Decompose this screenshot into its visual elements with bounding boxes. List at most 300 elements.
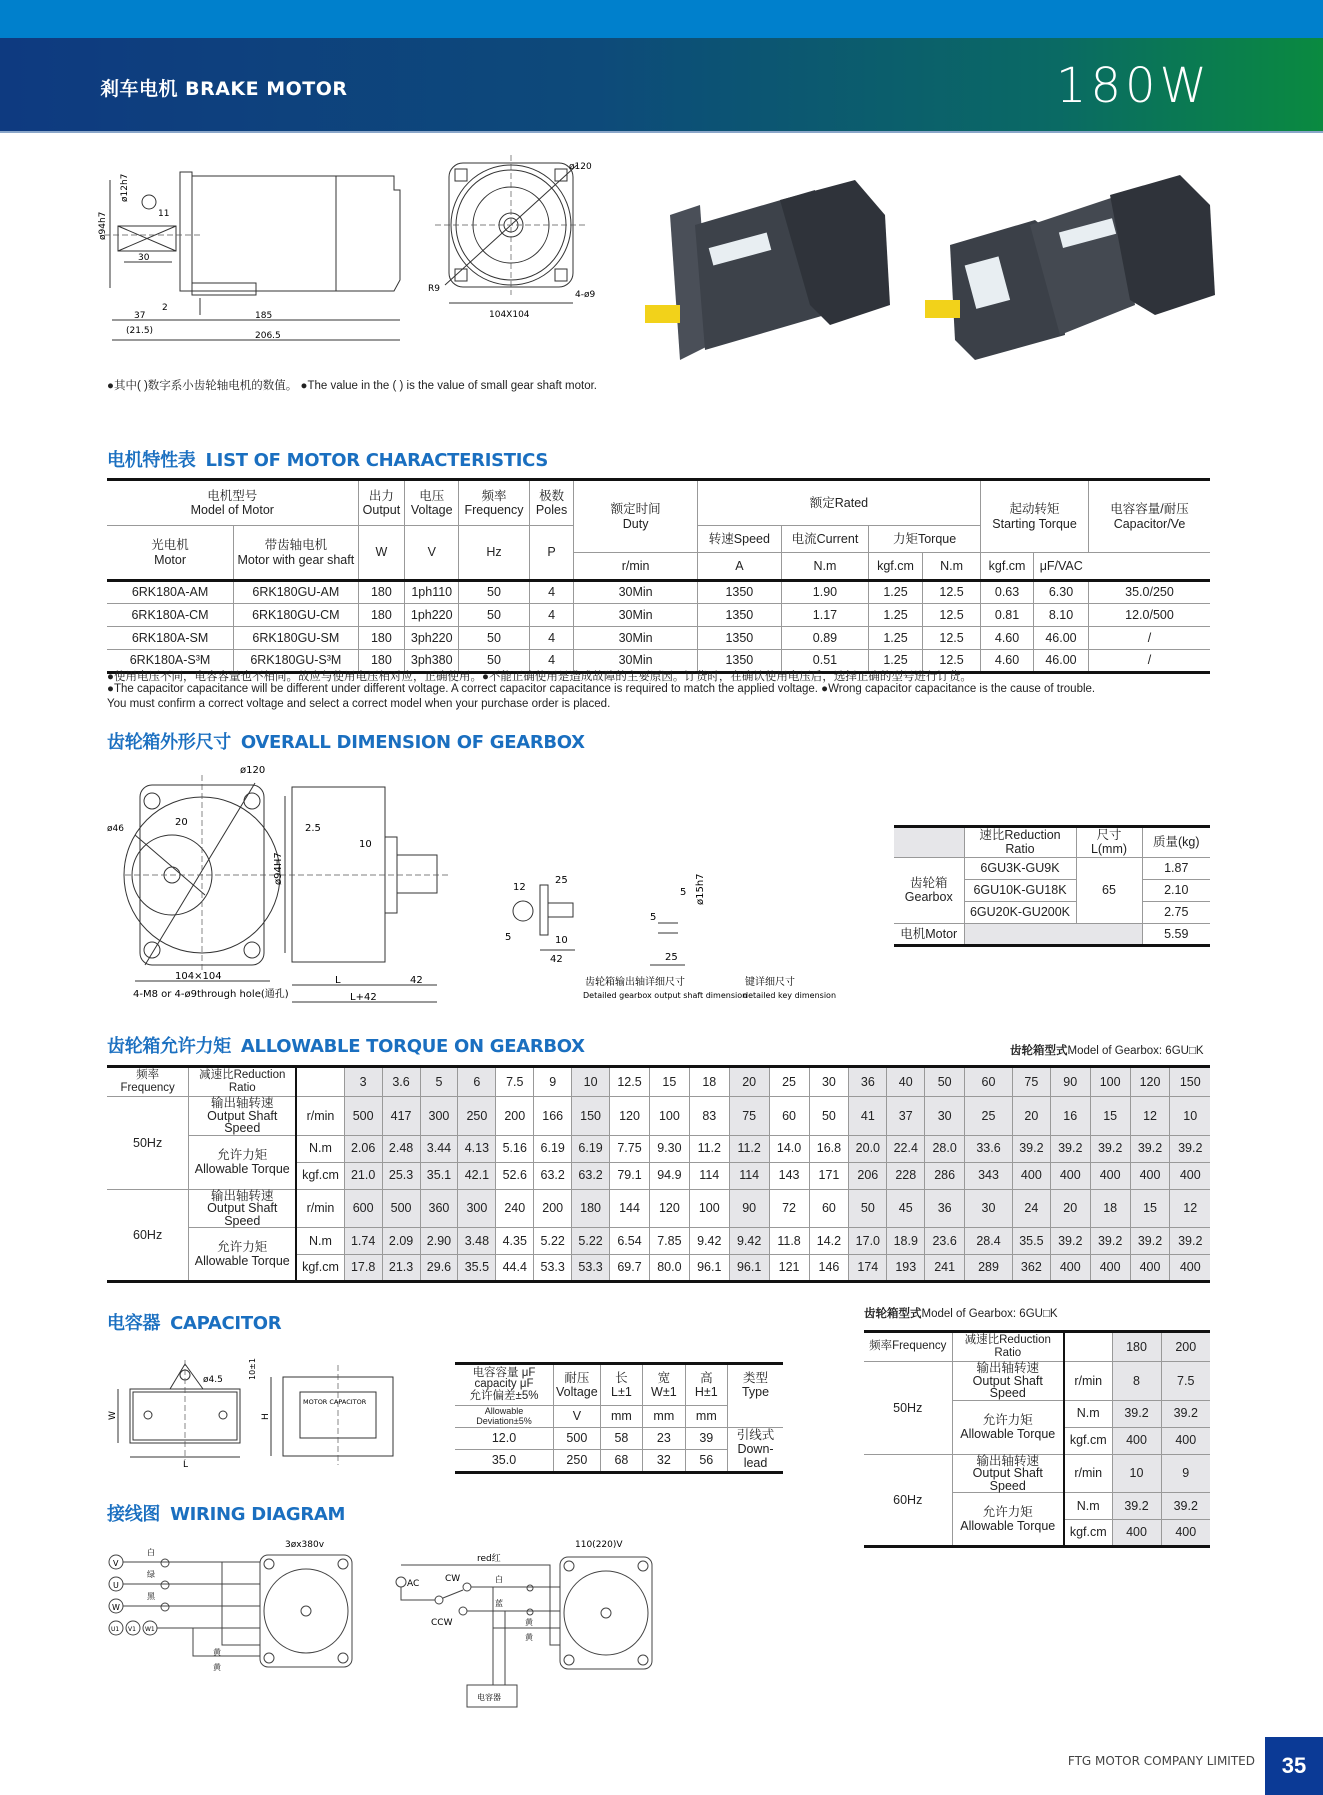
unit-v: V: [405, 526, 459, 581]
value-cell: 400: [1170, 1255, 1210, 1282]
value-cell: 286: [925, 1162, 965, 1189]
label-d120: ø120: [569, 162, 592, 172]
capacitor-table: [455, 1362, 783, 1474]
value-cell: 11.2: [689, 1135, 729, 1162]
value-cell: 144: [610, 1189, 650, 1228]
value-cell: 39.2: [1090, 1228, 1130, 1255]
value-cell: 96.1: [689, 1255, 729, 1282]
cell: 1350: [697, 604, 781, 627]
label-11: 11: [158, 209, 170, 219]
cell: 0.63: [981, 581, 1034, 604]
cell: 6RK180A-AM: [107, 581, 234, 604]
value-cell: 3.48: [458, 1228, 496, 1255]
value-cell: 400: [1050, 1162, 1090, 1189]
power-rating: 180W: [1055, 58, 1211, 114]
cell: 8.10: [1034, 604, 1089, 627]
mass-value-0: 1.87: [1142, 857, 1210, 879]
torque-label: 允许力矩 Allowable Torque: [952, 1400, 1064, 1454]
value-cell: 4.35: [496, 1228, 534, 1255]
gearbox-model-note-2: 齿轮箱型式Model of Gearbox: 6GU□K: [864, 1308, 1058, 1320]
ccw-label: CCW: [431, 1618, 453, 1628]
cap-1-hei: 56: [685, 1450, 727, 1473]
label-g-2-5: 2.5: [305, 823, 321, 834]
allowable-torque-title: 齿轮箱允许力矩 ALLOWABLE TORQUE ON GEARBOX: [107, 1036, 585, 1057]
value-cell: 400: [1112, 1520, 1161, 1547]
value-cell: 30: [925, 1097, 965, 1136]
cell: 180: [358, 650, 405, 673]
value-cell: 11.2: [729, 1135, 769, 1162]
value-cell: 362: [1012, 1255, 1050, 1282]
wiring-single-phase: [395, 1535, 665, 1705]
value-cell: 35.5: [458, 1255, 496, 1282]
unit-a: A: [697, 553, 781, 581]
wiring-three-phase: [105, 1535, 365, 1695]
label-g-k5a: 5: [680, 887, 687, 898]
cap-0-wid: 23: [643, 1427, 686, 1450]
cell: 6.30: [1034, 581, 1089, 604]
hdr-starting: 起动转矩 Starting Torque: [981, 480, 1089, 553]
hdr-mass-kg: 质量(kg): [1142, 827, 1210, 858]
value-cell: 7.75: [610, 1135, 650, 1162]
cell: 1350: [697, 581, 781, 604]
value-cell: 20: [1050, 1189, 1090, 1228]
value-cell: 17.0: [849, 1228, 887, 1255]
hdr-cap-sub: Allowable Deviation±5%: [455, 1406, 554, 1428]
value-cell: 8: [1112, 1362, 1161, 1401]
hdr-cap: 电容容量 μF capacity μF 允许偏差±5%: [455, 1364, 554, 1406]
value-cell: 343: [965, 1162, 1013, 1189]
ac-label: AC: [407, 1579, 420, 1589]
value-cell: 35.5: [1012, 1228, 1050, 1255]
ratio-header: 25: [769, 1067, 809, 1097]
unit-cap-l: mm: [600, 1406, 642, 1428]
speed-label: 输出轴转速 Output Shaft Speed: [189, 1189, 297, 1228]
hdr-motor: 光电机 Motor: [107, 526, 234, 581]
ratio-header: 3.6: [382, 1067, 420, 1097]
hdr-voltage: 电压 Voltage: [405, 480, 459, 526]
capacitor-drawing: [105, 1360, 405, 1470]
value-cell: 50: [809, 1097, 849, 1136]
wiring-1ph-voltage: 110(220)V: [575, 1540, 623, 1550]
unit-cell: N.m: [296, 1228, 344, 1255]
hdr-model: 电机型号 Model of Motor: [107, 480, 358, 526]
value-cell: 79.1: [610, 1162, 650, 1189]
capacitor-box-label: 电容器: [477, 1693, 501, 1702]
value-cell: 1.74: [344, 1228, 382, 1255]
cell: 6RK180GU-AM: [234, 581, 359, 604]
unit-kgf: kgf.cm: [869, 553, 923, 581]
value-cell: 41: [849, 1097, 887, 1136]
cell: 0.81: [981, 604, 1034, 627]
cell: 1ph110: [405, 581, 459, 604]
hdr-unit-blank: [296, 1067, 344, 1097]
unit-hz: Hz: [459, 526, 530, 581]
cell: 30Min: [574, 581, 697, 604]
value-cell: 180: [572, 1189, 610, 1228]
value-cell: 166: [534, 1097, 572, 1136]
ratio-header: 18: [689, 1067, 729, 1097]
hdr-poles: 极数 Poles: [529, 480, 574, 526]
value-cell: 60: [809, 1189, 849, 1228]
value-cell: 7.85: [649, 1228, 689, 1255]
label-g-42: 42: [410, 975, 423, 986]
cell: 3ph220: [405, 627, 459, 650]
ratio-header: 180: [1112, 1332, 1161, 1362]
caption-key-cn: 键详细尺寸: [745, 977, 795, 988]
unit-cell: N.m: [1064, 1493, 1112, 1520]
value-cell: 6.54: [610, 1228, 650, 1255]
cell: 6RK180A-SM: [107, 627, 234, 650]
value-cell: 400: [1012, 1162, 1050, 1189]
cell: 3ph380: [405, 650, 459, 673]
value-cell: 400: [1161, 1520, 1210, 1547]
speed-label: 输出轴转速 Output Shaft Speed: [952, 1454, 1064, 1493]
ratio-header: 100: [1090, 1067, 1130, 1097]
value-cell: 90: [729, 1189, 769, 1228]
value-cell: 100: [649, 1097, 689, 1136]
cap-1-wid: 32: [643, 1450, 686, 1473]
unit-cell: kgf.cm: [296, 1162, 344, 1189]
label-g-sq: 104×104: [175, 971, 222, 982]
caption-shaft-en: Detailed gearbox output shaft dimension: [583, 991, 748, 1000]
value-cell: 120: [610, 1097, 650, 1136]
label-g-d120: ø120: [240, 765, 266, 776]
value-cell: 96.1: [729, 1255, 769, 1282]
value-cell: 63.2: [534, 1162, 572, 1189]
value-cell: 18: [1090, 1189, 1130, 1228]
characteristics-title: 电机特性表 LIST OF MOTOR CHARACTERISTICS: [107, 450, 549, 471]
unit-p: P: [529, 526, 574, 581]
header-band-top: [0, 0, 1323, 38]
value-cell: 150: [572, 1097, 610, 1136]
label-37: 37: [134, 311, 146, 321]
cell: 1.17: [781, 604, 868, 627]
value-cell: 5.22: [534, 1228, 572, 1255]
value-cell: 39.2: [1050, 1228, 1090, 1255]
cell: 50: [459, 604, 530, 627]
terminal-u: U: [113, 1581, 119, 1590]
frequency-cell: 60Hz: [107, 1189, 189, 1282]
value-cell: 5.22: [572, 1228, 610, 1255]
cell: 1350: [697, 650, 781, 673]
motor-front-drawing: [425, 155, 605, 330]
value-cell: 500: [344, 1097, 382, 1136]
unit-uf: μF/VAC: [1034, 553, 1089, 581]
value-cell: 29.6: [420, 1255, 458, 1282]
cell: 6RK180GU-CM: [234, 604, 359, 627]
value-cell: 33.6: [965, 1135, 1013, 1162]
value-cell: 400: [1090, 1255, 1130, 1282]
cell: 12.5: [923, 581, 981, 604]
torque-label: 允许力矩 Allowable Torque: [952, 1493, 1064, 1547]
terminal-v: V: [113, 1559, 119, 1568]
unit-cell: r/min: [296, 1189, 344, 1228]
table-row: [107, 1097, 1210, 1136]
ratio-header: 90: [1050, 1067, 1090, 1097]
label-g-12: 12: [513, 882, 526, 893]
cell: 6RK180A-CM: [107, 604, 234, 627]
value-cell: 5.16: [496, 1135, 534, 1162]
cap-1-volt: 250: [554, 1450, 601, 1473]
hdr-capacitor: 电容容量/耐压 Capacitor/Ve: [1088, 480, 1210, 553]
label-185: 185: [255, 311, 273, 321]
label-g-k25: 25: [665, 952, 678, 963]
cell: 30Min: [574, 650, 697, 673]
value-cell: 16.8: [809, 1135, 849, 1162]
wire-white: 白: [147, 1548, 155, 1557]
motor-mass: 5.59: [1142, 923, 1210, 945]
value-cell: 12: [1130, 1097, 1170, 1136]
frequency-cell: 50Hz: [864, 1362, 952, 1455]
wiring-3ph-voltage: 3øx380v: [285, 1540, 325, 1550]
wiring-title: 接线图 WIRING DIAGRAM: [107, 1504, 346, 1525]
value-cell: 9.42: [729, 1228, 769, 1255]
cell: 1350: [697, 627, 781, 650]
ratio-header: 15: [649, 1067, 689, 1097]
allowable-torque-table-2: [864, 1330, 1210, 1548]
value-cell: 250: [458, 1097, 496, 1136]
caption-shaft-cn: 齿轮箱输出轴详细尺寸: [585, 977, 685, 988]
table-row: [864, 1362, 1210, 1401]
value-cell: 120: [649, 1189, 689, 1228]
value-cell: 6.19: [534, 1135, 572, 1162]
wire-red: red红: [477, 1554, 501, 1564]
hdr-speed: 转速Speed: [697, 526, 781, 553]
value-cell: 193: [887, 1255, 925, 1282]
value-cell: 200: [496, 1097, 534, 1136]
cell: 6RK180GU-S³M: [234, 650, 359, 673]
ratio-header: 30: [809, 1067, 849, 1097]
mass-length: 65: [1076, 857, 1142, 923]
cell: 46.00: [1034, 627, 1089, 650]
label-d94: ø94h7: [98, 211, 108, 240]
value-cell: 9.42: [689, 1228, 729, 1255]
label-g-d94: ø94H7: [273, 852, 284, 885]
value-cell: 12: [1170, 1189, 1210, 1228]
value-cell: 28.4: [965, 1228, 1013, 1255]
value-cell: 14.0: [769, 1135, 809, 1162]
value-cell: 100: [689, 1189, 729, 1228]
value-cell: 3.44: [420, 1135, 458, 1162]
cell: /: [1088, 627, 1210, 650]
wire-green: 绿: [147, 1570, 155, 1579]
value-cell: 400: [1170, 1162, 1210, 1189]
value-cell: 44.4: [496, 1255, 534, 1282]
ratio-header: 7.5: [496, 1067, 534, 1097]
unit-rpm: r/min: [574, 553, 697, 581]
cap-0-len: 58: [600, 1427, 642, 1450]
speed-label: 输出轴转速 Output Shaft Speed: [952, 1362, 1064, 1401]
label-g-l: L: [335, 975, 341, 986]
label-g-d15: ø15h7: [695, 873, 706, 905]
speed-label: 输出轴转速 Output Shaft Speed: [189, 1097, 297, 1136]
hdr-cap-volt: 耐压 Voltage: [554, 1364, 601, 1406]
ratio-header: 75: [1012, 1067, 1050, 1097]
value-cell: 15: [1090, 1097, 1130, 1136]
value-cell: 200: [534, 1189, 572, 1228]
value-cell: 69.7: [610, 1255, 650, 1282]
value-cell: 300: [458, 1189, 496, 1228]
cell: 1.25: [869, 581, 923, 604]
page-title: 剎车电机 BRAKE MOTOR: [100, 78, 348, 100]
value-cell: 114: [729, 1162, 769, 1189]
value-cell: 50: [849, 1189, 887, 1228]
hdr-reduction-ratio: 减速比Reduction Ratio: [952, 1332, 1064, 1362]
value-cell: 25.3: [382, 1162, 420, 1189]
value-cell: 25: [965, 1097, 1013, 1136]
wire-yellow-1: 黄: [213, 1648, 221, 1657]
cell: 12.5: [923, 627, 981, 650]
value-cell: 500: [382, 1189, 420, 1228]
value-cell: 400: [1090, 1162, 1130, 1189]
table-row: [107, 1189, 1210, 1228]
mass-ratio-0: 6GU3K-GU9K: [964, 857, 1076, 879]
value-cell: 53.3: [534, 1255, 572, 1282]
value-cell: 39.2: [1050, 1135, 1090, 1162]
cell: 180: [358, 581, 405, 604]
label-g-k5b: 5: [650, 912, 657, 923]
hdr-gear-motor: 带齿轴电机 Motor with gear shaft: [234, 526, 359, 581]
unit-nm-start: N.m: [923, 553, 981, 581]
value-cell: 39.2: [1112, 1493, 1161, 1520]
table-row: [107, 1228, 1210, 1255]
ratio-header: 200: [1161, 1332, 1210, 1362]
label-g-d46: ø46: [107, 824, 124, 834]
value-cell: 300: [420, 1097, 458, 1136]
cell: 12.0/500: [1088, 604, 1210, 627]
value-cell: 63.2: [572, 1162, 610, 1189]
table-row: [107, 581, 1210, 604]
value-cell: 80.0: [649, 1255, 689, 1282]
cell: 180: [358, 627, 405, 650]
label-cap-plate: MOTOR CAPACITOR: [303, 1398, 367, 1406]
voltage-note-en-1: ●The capacitor capacitance will be different under different voltage. A correct capacitor capacitance is required to match the applied voltage. ●Wrong capacitor capacitance is the cause of trouble.: [107, 683, 1096, 695]
frequency-cell: 50Hz: [107, 1097, 189, 1190]
cell: 4: [529, 650, 574, 673]
ratio-header: 5: [420, 1067, 458, 1097]
value-cell: 20.0: [849, 1135, 887, 1162]
gearbox-dimension-title: 齿轮箱外形尺寸 OVERALL DIMENSION OF GEARBOX: [107, 732, 585, 753]
cap-1-value: 35.0: [455, 1450, 554, 1473]
value-cell: 9: [1161, 1454, 1210, 1493]
small-gear-note: ●其中( )数字系小齿轮轴电机的数值。 ●The value in the ( ) is the value of small gear shaft motor.: [107, 380, 597, 392]
motor-label: 电机Motor: [894, 923, 964, 945]
value-cell: 21.3: [382, 1255, 420, 1282]
value-cell: 10: [1112, 1454, 1161, 1493]
cell: 1.25: [869, 650, 923, 673]
value-cell: 240: [496, 1189, 534, 1228]
label-30: 30: [138, 253, 150, 263]
hdr-frequency: 频率Frequency: [864, 1332, 952, 1362]
mass-ratio-1: 6GU10K-GU18K: [964, 879, 1076, 901]
cell: 4: [529, 627, 574, 650]
value-cell: 52.6: [496, 1162, 534, 1189]
mass-value-2: 2.75: [1142, 901, 1210, 923]
table-row: [107, 627, 1210, 650]
cell: 0.51: [781, 650, 868, 673]
hdr-cap-hei: 高 H±1: [685, 1364, 727, 1406]
label-cap-w: W: [108, 1411, 118, 1420]
value-cell: 6.19: [572, 1135, 610, 1162]
value-cell: 7.5: [1161, 1362, 1210, 1401]
ratio-header: 10: [572, 1067, 610, 1097]
value-cell: 400: [1130, 1162, 1170, 1189]
label-cap-h: H: [261, 1413, 271, 1420]
hdr-frequency: 频率 Frequency: [459, 480, 530, 526]
hdr-duty: 额定时间 Duty: [574, 480, 697, 553]
value-cell: 114: [689, 1162, 729, 1189]
value-cell: 2.09: [382, 1228, 420, 1255]
cell: 50: [459, 581, 530, 604]
value-cell: 11.8: [769, 1228, 809, 1255]
value-cell: 4.13: [458, 1135, 496, 1162]
cell: 4.60: [981, 650, 1034, 673]
cap-type: 引线式 Down-lead: [728, 1427, 783, 1472]
cell: 6RK180GU-SM: [234, 627, 359, 650]
value-cell: 417: [382, 1097, 420, 1136]
unit-cap-v: V: [554, 1406, 601, 1428]
value-cell: 72: [769, 1189, 809, 1228]
value-cell: 10: [1170, 1097, 1210, 1136]
value-cell: 400: [1112, 1427, 1161, 1454]
value-cell: 16: [1050, 1097, 1090, 1136]
value-cell: 39.2: [1170, 1228, 1210, 1255]
cell: /: [1088, 650, 1210, 673]
value-cell: 39.2: [1161, 1493, 1210, 1520]
hdr-output: 出力 Output: [358, 480, 405, 526]
cap-0-hei: 39: [685, 1427, 727, 1450]
ratio-header: 3: [344, 1067, 382, 1097]
hdr-cap-type: 类型 Type: [728, 1364, 783, 1428]
value-cell: 39.2: [1012, 1135, 1050, 1162]
unit-cell: N.m: [296, 1135, 344, 1162]
hdr-unit-blank: [1064, 1332, 1112, 1362]
value-cell: 400: [1130, 1255, 1170, 1282]
ratio-header: 6: [458, 1067, 496, 1097]
cell: 30Min: [574, 604, 697, 627]
value-cell: 143: [769, 1162, 809, 1189]
hdr-torque: 力矩Torque: [869, 526, 981, 553]
frequency-cell: 60Hz: [864, 1454, 952, 1547]
company-name: FTG MOTOR COMPANY LIMITED: [1067, 1754, 1255, 1768]
ratio-header: 40: [887, 1067, 925, 1097]
ratio-header: 50: [925, 1067, 965, 1097]
cell: 50: [459, 627, 530, 650]
hdr-cap-len: 长 L±1: [600, 1364, 642, 1406]
unit-cap-w: mm: [643, 1406, 686, 1428]
cell: 180: [358, 604, 405, 627]
value-cell: 53.3: [572, 1255, 610, 1282]
label-g-l42: L+42: [350, 992, 377, 1003]
value-cell: 37: [887, 1097, 925, 1136]
value-cell: 121: [769, 1255, 809, 1282]
value-cell: 24: [1012, 1189, 1050, 1228]
cell: 46.00: [1034, 650, 1089, 673]
label-d12: ø12h7: [120, 173, 130, 202]
value-cell: 400: [1161, 1427, 1210, 1454]
cell: 6RK180A-S³M: [107, 650, 234, 673]
label-4-d9: 4-ø9: [575, 290, 596, 300]
unit-cell: N.m: [1064, 1400, 1112, 1427]
value-cell: 206: [849, 1162, 887, 1189]
hdr-mass-ratio: 速比Reduction Ratio: [964, 827, 1076, 858]
gearbox-label: 齿轮箱 Gearbox: [894, 857, 964, 923]
cap-1-len: 68: [600, 1450, 642, 1473]
value-cell: 228: [887, 1162, 925, 1189]
value-cell: 20: [1012, 1097, 1050, 1136]
cell: 1.25: [869, 604, 923, 627]
unit-cell: r/min: [1064, 1362, 1112, 1401]
